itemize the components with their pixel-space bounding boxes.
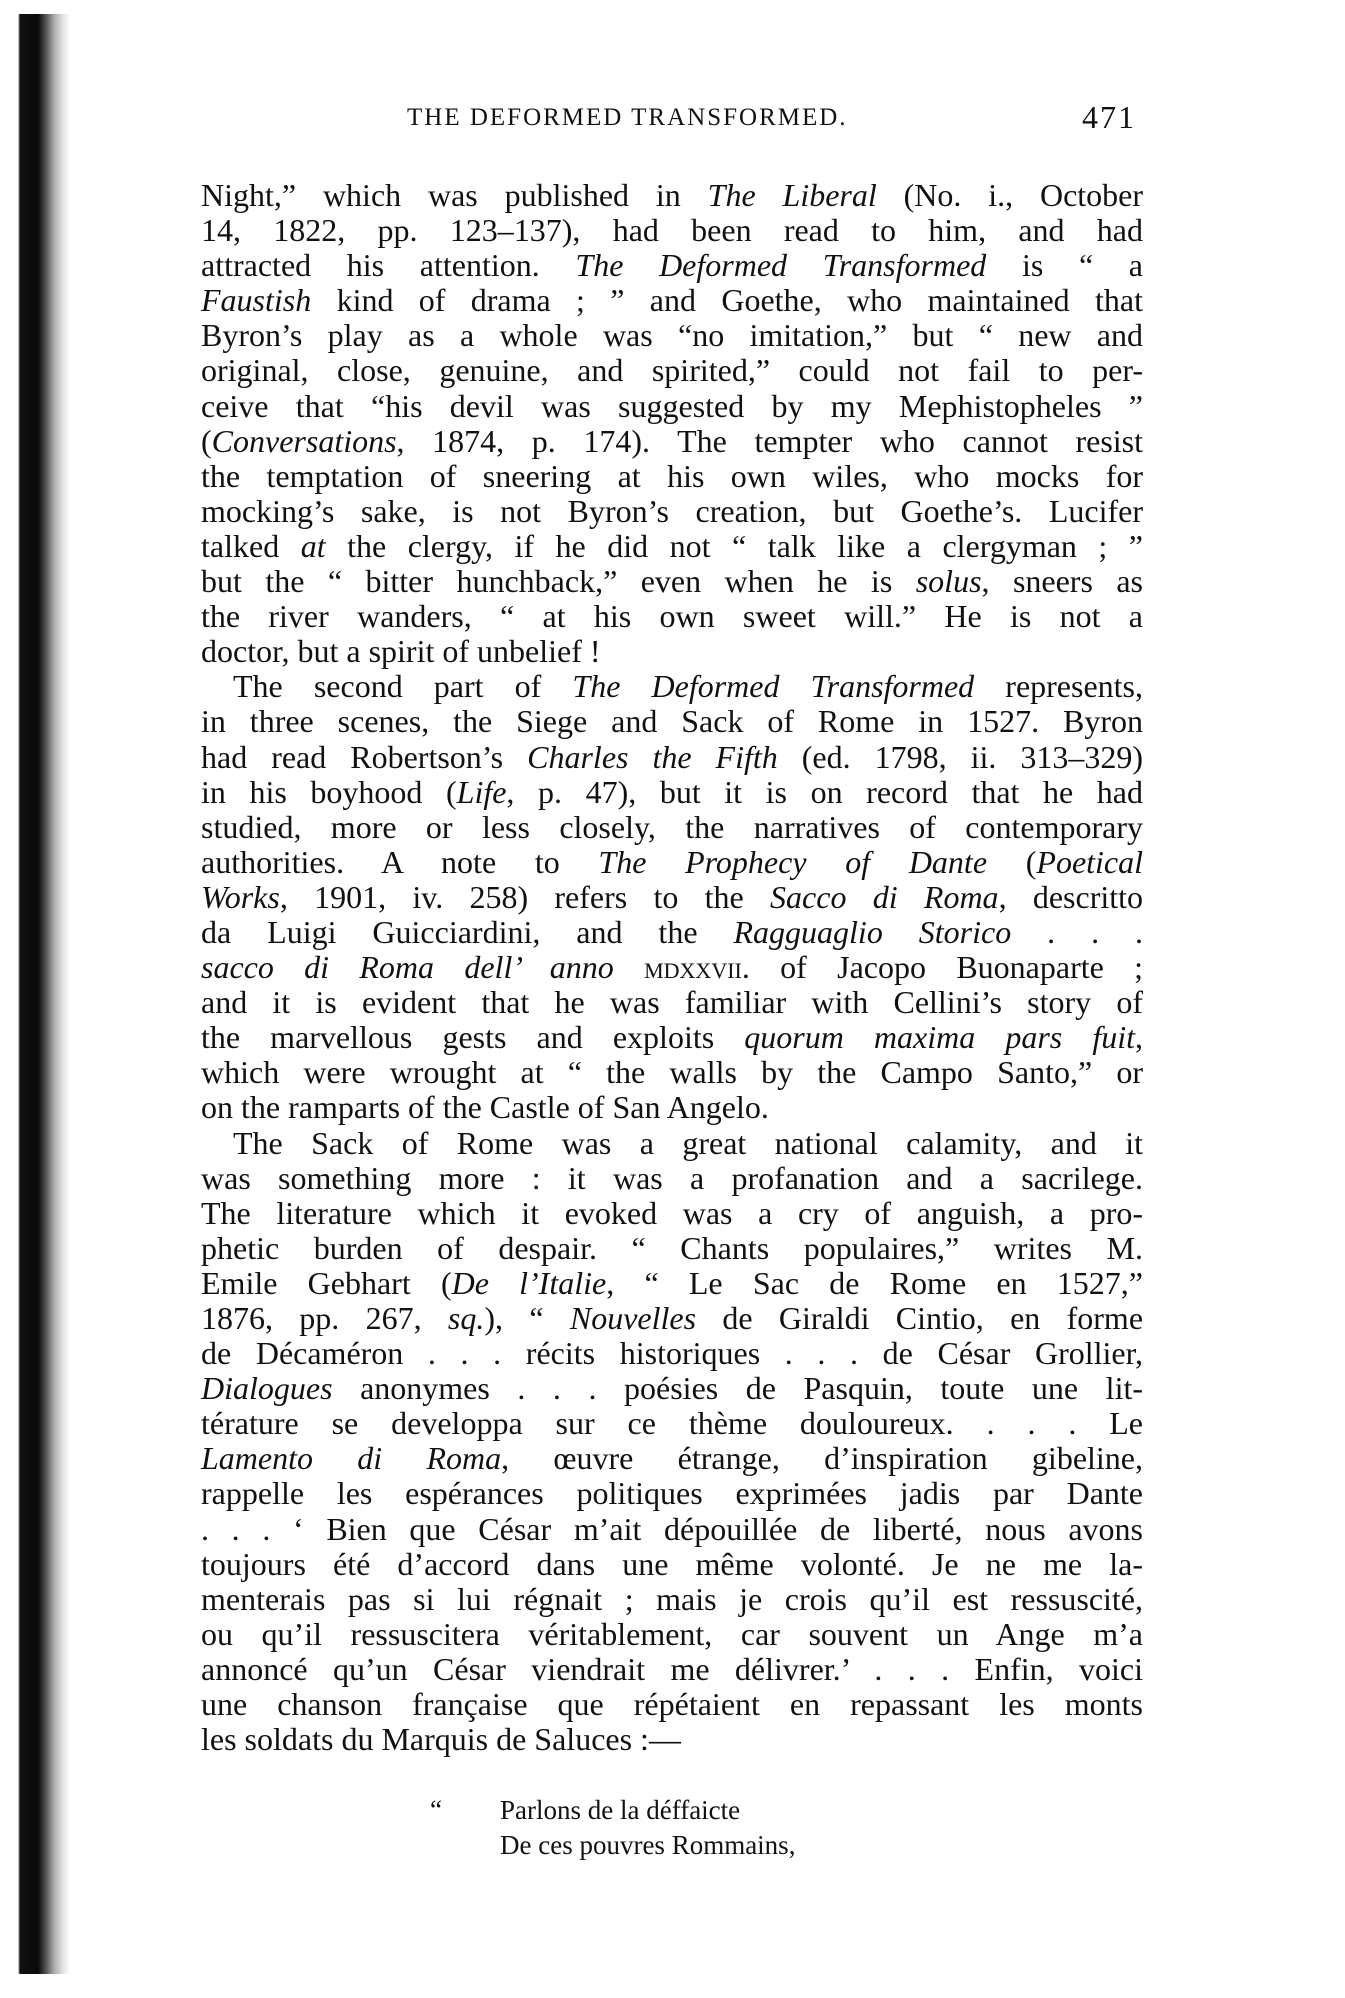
- italic-text: Charles the Fifth: [527, 738, 778, 775]
- text-run: the marvellous gests and exploits: [201, 1019, 745, 1056]
- italic-text: Conversations: [211, 422, 397, 459]
- text-line: [201, 318, 1143, 353]
- text-line: [201, 1582, 1143, 1617]
- text-run: which were wrought at “ the walls by the Campo Santo,” or: [201, 1054, 1143, 1091]
- text-line: [201, 845, 1143, 880]
- text-run: The literature which it evoked was a cry of anguish, a pro-: [201, 1194, 1143, 1231]
- text-line: [201, 740, 1143, 775]
- text-run: represents,: [974, 668, 1144, 705]
- text-run: , 1901, iv. 258) refers to the: [279, 878, 771, 915]
- text-line: [201, 213, 1143, 248]
- text-line: [201, 1055, 1143, 1090]
- text-run: attracted his attention.: [201, 247, 576, 284]
- italic-text: Dialogues: [201, 1370, 333, 1407]
- text-line: [201, 950, 1143, 985]
- italic-text: Faustish: [201, 282, 312, 319]
- text-run: [614, 949, 644, 985]
- text-line: [201, 353, 1143, 388]
- text-line: [201, 704, 1143, 739]
- text-run: (ed. 1798, ii. 313–329): [777, 738, 1144, 775]
- italic-text: Ragguaglio Storico: [733, 913, 1012, 950]
- text-run: Emile Gebhart (: [201, 1264, 452, 1301]
- text-run: and it is evident that he was familiar with Cellini’s story of: [201, 984, 1143, 1021]
- text-run: , “ Le Sac de Rome en 1527,”: [606, 1264, 1144, 1301]
- text-line: [201, 1231, 1143, 1266]
- text-run: mocking’s sake, is not Byron’s creation, but Goethe’s. Lucifer: [201, 492, 1143, 529]
- italic-text: at: [300, 527, 326, 564]
- text-line: [201, 1652, 1143, 1687]
- text-line: [201, 985, 1143, 1020]
- italic-text: sq.: [447, 1300, 485, 1336]
- text-run: mdxxvii.: [644, 949, 750, 986]
- italic-text: The Prophecy of Dante: [598, 843, 988, 880]
- text-run: térature se developpa sur ce thème douloureux. . . . Le: [201, 1405, 1143, 1442]
- text-run: studied, more or less closely, the narratives of contemporary: [201, 808, 1143, 845]
- italic-text: solus: [915, 563, 982, 600]
- text-run: The Sack of Rome was a great national calamity, and it: [233, 1124, 1143, 1161]
- text-line: [201, 1476, 1143, 1511]
- text-line: [201, 1301, 1143, 1336]
- text-run: (: [201, 422, 212, 459]
- text-run: but the “ bitter hunchback,” even when he is: [201, 563, 916, 600]
- text-run: da Luigi Guicciardini, and the: [201, 913, 734, 950]
- text-run: original, close, genuine, and spirited,” could not fail to per-: [201, 352, 1143, 389]
- text-run: anonymes . . . poésies de Pasquin, toute une lit-: [332, 1370, 1143, 1407]
- text-run: ceive that “his devil was suggested by my Mephistopheles ”: [201, 387, 1143, 424]
- text-run: de Décaméron . . . récits historiques . . . de César Grollier,: [201, 1335, 1143, 1372]
- verse-quotation: [430, 1793, 795, 1863]
- text-line: [201, 1441, 1143, 1476]
- text-line: [201, 459, 1143, 494]
- text-line: [201, 1617, 1143, 1652]
- text-run: 1876, pp. 267,: [201, 1300, 448, 1336]
- open-quote: “: [430, 1795, 442, 1825]
- italic-text: Nouvelles: [569, 1300, 697, 1336]
- text-line: [201, 915, 1143, 950]
- text-run: on the ramparts of the Castle of San Angelo.: [201, 1089, 769, 1126]
- text-run: kind of drama ; ” and Goethe, who maintained that: [311, 282, 1143, 319]
- text-run: ), “: [484, 1300, 570, 1336]
- text-run: the temptation of sneering at his own wiles, who mocks for: [201, 457, 1143, 494]
- text-run: in three scenes, the Siege and Sack of Rome in 1527. Byron: [201, 703, 1143, 740]
- scanned-page-edge: [0, 14, 70, 1974]
- text-line: [201, 1547, 1143, 1582]
- text-run: is “ a: [986, 247, 1144, 284]
- verse-line: [430, 1793, 795, 1828]
- italic-text: De l’Italie: [451, 1264, 607, 1301]
- text-run: les soldats du Marquis de Saluces :—: [201, 1721, 681, 1758]
- text-line: [201, 1722, 1143, 1757]
- italic-text: The Deformed Transformed: [575, 247, 987, 284]
- text-line: [201, 599, 1143, 634]
- italic-text: The Liberal: [707, 177, 877, 213]
- italic-text: The Deformed Transformed: [572, 668, 975, 705]
- text-line: [201, 1336, 1143, 1371]
- text-run: . . . ‘ Bien que César m’ait dépouillée de liberté, nous avons: [201, 1510, 1143, 1547]
- text-run: une chanson française que répétaient en repassant les monts: [201, 1686, 1143, 1723]
- text-run: , 1874, p. 174). The tempter who cannot resist: [396, 422, 1143, 459]
- text-run: , p. 47), but it is on record that he had: [506, 773, 1144, 810]
- text-line: [201, 634, 1143, 669]
- text-line: [201, 1196, 1143, 1231]
- text-run: menterais pas si lui régnait ; mais je crois qu’il est ressuscité,: [201, 1580, 1143, 1617]
- text-run: of Jacopo Buonaparte ;: [749, 949, 1144, 986]
- text-line: [201, 529, 1143, 564]
- text-run: talked: [201, 527, 301, 564]
- text-run: authorities. A note to: [201, 843, 599, 880]
- text-line: [201, 1512, 1143, 1547]
- text-line: [201, 424, 1143, 459]
- text-line: [201, 775, 1143, 810]
- text-run: doctor, but a spirit of unbelief !: [201, 633, 601, 670]
- italic-text: Lamento di Roma: [201, 1440, 502, 1477]
- text-line: [201, 1406, 1143, 1441]
- text-run: Byron’s play as a whole was “no imitation,” but “ new and: [201, 317, 1143, 354]
- text-line: [201, 1126, 1143, 1161]
- text-line: [201, 1371, 1143, 1406]
- text-line: [201, 1266, 1143, 1301]
- text-run: had read Robertson’s: [201, 738, 528, 775]
- text-run: toujours été d’accord dans une même volonté. Je ne me la-: [201, 1545, 1143, 1582]
- running-title: THE DEFORMED TRANSFORMED.: [407, 104, 848, 131]
- italic-text: Life: [456, 773, 507, 810]
- text-run: ,: [1135, 1019, 1144, 1056]
- italic-text: Works: [201, 878, 280, 915]
- text-run: 14, 1822, pp. 123–137), had been read to him, and had: [201, 212, 1143, 249]
- text-line: [201, 178, 1143, 213]
- text-line: [201, 1090, 1143, 1125]
- text-line: [201, 564, 1143, 599]
- text-line: [201, 1687, 1143, 1722]
- text-run: Night,” which was published in: [201, 177, 708, 213]
- text-run: (No. i., October: [876, 177, 1144, 213]
- verse-line: De ces pouvres Rommains,: [500, 1830, 796, 1860]
- text-run: de Giraldi Cintio, en forme: [696, 1300, 1144, 1336]
- verse-text: Parlons de la déffaicte: [500, 1795, 741, 1825]
- italic-text: sacco di Roma dell’ anno: [201, 949, 614, 986]
- text-run: annoncé qu’un César viendrait me délivrer.’ . . . Enfin, voici: [201, 1650, 1143, 1687]
- text-line: [201, 880, 1143, 915]
- text-line: [201, 1020, 1143, 1055]
- text-line: [201, 283, 1143, 318]
- italic-text: quorum maxima pars fuit: [744, 1019, 1136, 1056]
- text-run: The second part of: [233, 668, 573, 705]
- text-run: ou qu’il ressuscitera véritablement, car souvent un Ange m’a: [201, 1615, 1143, 1652]
- italic-text: Sacco di Roma: [770, 878, 999, 915]
- text-run: in his boyhood (: [201, 773, 457, 810]
- body-text: [201, 178, 1143, 1757]
- text-run: rappelle les espérances politiques exprimées jadis par Dante: [201, 1475, 1143, 1512]
- text-run: , descritto: [998, 878, 1144, 915]
- text-run: phetic burden of despair. “ Chants populaires,” writes M.: [201, 1229, 1143, 1266]
- text-line: [201, 248, 1143, 283]
- text-run: (: [987, 843, 1037, 880]
- text-line: [201, 494, 1143, 529]
- text-run: , œuvre étrange, d’inspiration gibeline,: [501, 1440, 1144, 1477]
- text-run: the river wanders, “ at his own sweet will.” He is not a: [201, 598, 1143, 635]
- text-run: was something more : it was a profanation and a sacrilege.: [201, 1159, 1143, 1196]
- text-run: . . .: [1011, 913, 1144, 950]
- italic-text: Poetical: [1036, 843, 1144, 880]
- text-line: [201, 389, 1143, 424]
- text-run: the clergy, if he did not “ talk like a clergyman ; ”: [325, 527, 1144, 564]
- page-number: 471: [1082, 99, 1136, 135]
- text-run: , sneers as: [981, 563, 1144, 600]
- text-line: [201, 1161, 1143, 1196]
- text-line: [201, 669, 1143, 704]
- text-line: [201, 810, 1143, 845]
